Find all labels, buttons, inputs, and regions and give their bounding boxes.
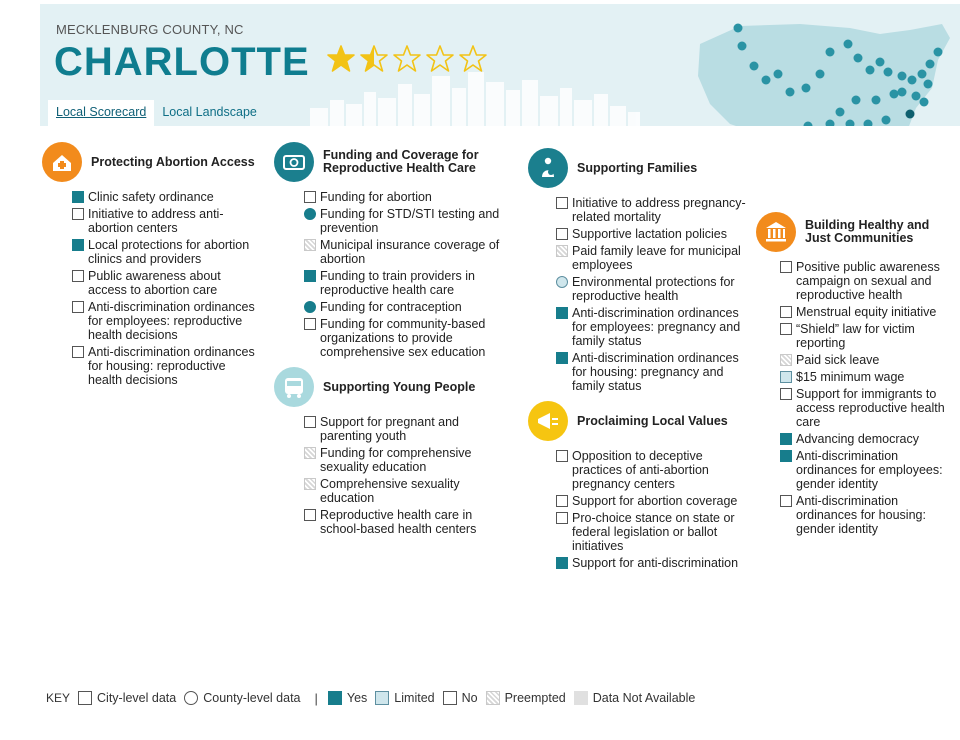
map-city-dot[interactable]: [906, 110, 915, 119]
item-label: Paid sick leave: [796, 353, 880, 367]
star-empty-icon: [425, 44, 455, 74]
item-label: Advancing democracy: [796, 432, 919, 446]
map-city-dot[interactable]: [738, 42, 747, 51]
item-label: Anti-discrimination ordinances for employees: pregnancy and family status: [572, 306, 741, 348]
item-label: Support for pregnant and parenting youth: [320, 415, 459, 443]
map-city-dot[interactable]: [786, 88, 795, 97]
status-no-marker: [780, 495, 792, 507]
key-not-available: Data Not Available: [574, 691, 696, 705]
limited-marker: [375, 691, 389, 705]
map-city-dot[interactable]: [898, 88, 907, 97]
star-empty-icon: [458, 44, 488, 74]
scorecard-item: [72, 190, 262, 204]
star-empty-icon: [392, 44, 422, 74]
status-no-marker: [72, 301, 84, 313]
scorecard-item: [780, 370, 956, 384]
scorecard-item: [304, 190, 510, 204]
county-level-marker: [184, 691, 198, 705]
map-city-dot[interactable]: [774, 70, 783, 79]
preempted-marker: [486, 691, 500, 705]
map-city-dot[interactable]: [872, 96, 881, 105]
item-label: Positive public awareness campaign on sexual and reproductive health: [796, 260, 940, 302]
not-available-marker: [574, 691, 588, 705]
county-name: MECKLENBURG COUNTY, NC: [56, 22, 244, 37]
map-city-dot[interactable]: [750, 62, 759, 71]
scorecard-item: [556, 306, 746, 348]
section-header: [528, 146, 746, 190]
status-yes-marker: [780, 450, 792, 462]
scorecard-item: [304, 415, 510, 443]
section-header: [274, 140, 510, 184]
key-city-level: City-level data: [78, 691, 176, 705]
tab-bar: [48, 100, 265, 126]
star-half-icon: [359, 44, 389, 74]
scorecard-item: [556, 556, 746, 570]
status-no-marker: [304, 318, 316, 330]
scorecard-item: [304, 207, 510, 235]
map-city-dot[interactable]: [876, 58, 885, 67]
item-label: Supportive lactation policies: [572, 227, 727, 241]
item-label: “Shield” law for victim reporting: [796, 322, 915, 350]
yes-marker: [328, 691, 342, 705]
status-preempted-marker: [780, 354, 792, 366]
section-young: [274, 365, 510, 536]
status-no-marker: [72, 270, 84, 282]
status-preempted-marker: [304, 447, 316, 459]
column-4: [756, 210, 956, 542]
scorecard-item: [556, 227, 746, 241]
status-yes-marker: [304, 301, 316, 313]
section-title: Supporting Families: [577, 160, 698, 175]
map-city-dot[interactable]: [802, 84, 811, 93]
map-city-dot[interactable]: [926, 60, 935, 69]
map-city-dot[interactable]: [912, 92, 921, 101]
status-yes-marker: [556, 352, 568, 364]
key-label: KEY: [46, 691, 71, 705]
status-no-marker: [556, 495, 568, 507]
scorecard-item: [304, 317, 510, 359]
status-no-marker: [304, 509, 316, 521]
map-city-dot[interactable]: [898, 72, 907, 81]
star-rating: [326, 44, 488, 74]
map-city-dot[interactable]: [918, 70, 927, 79]
item-label: Comprehensive sexuality education: [320, 477, 460, 505]
scorecard-item: [556, 351, 746, 393]
map-city-dot[interactable]: [762, 76, 771, 85]
scorecard-item: [556, 275, 746, 303]
no-marker: [443, 691, 457, 705]
scorecard-item: [780, 432, 956, 446]
item-label: Anti-discrimination ordinances for housing: reproductive health decisions: [88, 345, 255, 387]
column-2: [274, 140, 510, 542]
item-label: Reproductive health care in school-based health centers: [320, 508, 477, 536]
scorecard-item: [304, 269, 510, 297]
scorecard-item: [72, 238, 262, 266]
section-header: [42, 140, 262, 184]
status-no-marker: [556, 512, 568, 524]
scorecard-item: [780, 353, 956, 367]
status-no-marker: [304, 416, 316, 428]
status-no-marker: [780, 388, 792, 400]
status-yes-marker: [556, 557, 568, 569]
map-city-dot[interactable]: [816, 70, 825, 79]
status-no-marker: [72, 208, 84, 220]
scorecard-item: [556, 494, 746, 508]
item-label: Clinic safety ordinance: [88, 190, 214, 204]
scorecard-item: [780, 322, 956, 350]
status-no-marker: [304, 191, 316, 203]
item-label: Opposition to deceptive practices of anti-abortion pregnancy centers: [572, 449, 709, 491]
status-yes-marker: [304, 270, 316, 282]
status-no-marker: [556, 450, 568, 462]
status-limited-marker: [780, 371, 792, 383]
item-list: [72, 190, 262, 387]
section-title: Proclaiming Local Values: [577, 413, 728, 428]
map-city-dot[interactable]: [836, 108, 845, 117]
city-skyline-graphic: [310, 70, 640, 126]
map-city-dot[interactable]: [920, 98, 929, 107]
item-label: Funding for community-based organizations to provide comprehensive sex education: [320, 317, 486, 359]
scorecard-item: [304, 446, 510, 474]
government-building-icon: [756, 212, 796, 252]
item-label: Anti-discrimination ordinances for housing: gender identity: [796, 494, 926, 536]
map-city-dot[interactable]: [844, 40, 853, 49]
legend-key: [46, 689, 703, 707]
scorecard-item: [304, 477, 510, 505]
section-title: Funding and Coverage for Reproductive Health Care: [323, 148, 479, 175]
school-bus-icon: [274, 367, 314, 407]
map-city-dot[interactable]: [884, 68, 893, 77]
scorecard-item: [556, 196, 746, 224]
map-city-dot[interactable]: [734, 24, 743, 33]
megaphone-icon: [528, 401, 568, 441]
column-3: [528, 146, 746, 576]
scorecard-item: [556, 449, 746, 491]
us-map-graphic: [680, 4, 960, 126]
section-values: [528, 399, 746, 570]
item-label: Paid family leave for municipal employees: [572, 244, 741, 272]
key-yes: Yes: [328, 691, 367, 705]
key-county-level: County-level data: [184, 691, 300, 705]
house-plus-icon: [42, 142, 82, 182]
scorecard-item: [72, 345, 262, 387]
status-yes-marker: [556, 307, 568, 319]
map-city-dot[interactable]: [934, 48, 943, 57]
scorecard-item: [304, 300, 510, 314]
status-preempted-marker: [304, 478, 316, 490]
scorecard-item: [304, 238, 510, 266]
item-list: [556, 196, 746, 393]
scorecard-item: [556, 511, 746, 553]
item-label: Municipal insurance coverage of abortion: [320, 238, 500, 266]
status-limited-marker: [556, 276, 568, 288]
scorecard-item: [780, 494, 956, 536]
scorecard-item: [72, 207, 262, 235]
section-families: [528, 146, 746, 393]
status-no-marker: [780, 306, 792, 318]
item-list: [556, 449, 746, 570]
item-list: [304, 190, 510, 359]
scorecard-item: [72, 269, 262, 297]
scorecard-item: [780, 387, 956, 429]
status-yes-marker: [780, 433, 792, 445]
city-name: CHARLOTTE: [54, 40, 310, 84]
family-icon: [528, 148, 568, 188]
section-header: [756, 210, 956, 254]
status-no-marker: [72, 346, 84, 358]
scorecard-item: [780, 260, 956, 302]
item-label: Support for anti-discrimination: [572, 556, 739, 570]
section-funding: [274, 140, 510, 359]
status-yes-marker: [304, 208, 316, 220]
item-label: Environmental protections for reproductive health: [572, 275, 735, 303]
map-city-dot[interactable]: [852, 96, 861, 105]
item-label: Support for abortion coverage: [572, 494, 738, 508]
map-city-dot[interactable]: [908, 76, 917, 85]
status-no-marker: [556, 197, 568, 209]
section-header: [528, 399, 746, 443]
section-communities: [756, 210, 956, 536]
item-list: [780, 260, 956, 536]
item-label: Anti-discrimination ordinances for housing: pregnancy and family status: [572, 351, 739, 393]
item-label: Anti-discrimination ordinances for employees: gender identity: [796, 449, 943, 491]
item-label: Funding for contraception: [320, 300, 462, 314]
map-city-dot[interactable]: [854, 54, 863, 63]
tab-local-scorecard[interactable]: Local Scorecard: [48, 100, 154, 126]
status-no-marker: [556, 228, 568, 240]
section-title: Building Healthy and Just Communities: [805, 218, 930, 245]
map-city-dot[interactable]: [866, 66, 875, 75]
map-city-dot[interactable]: [882, 116, 891, 125]
section-title: Supporting Young People: [323, 379, 476, 394]
scorecard-item: [780, 449, 956, 491]
status-yes-marker: [72, 191, 84, 203]
key-preempted: Preempted: [486, 691, 566, 705]
status-yes-marker: [72, 239, 84, 251]
item-list: [304, 415, 510, 536]
item-label: Menstrual equity initiative: [796, 305, 937, 319]
item-label: Support for immigrants to access reproductive health care: [796, 387, 945, 429]
header-banner: [40, 0, 960, 126]
column-1: [42, 140, 262, 393]
section-title: Protecting Abortion Access: [91, 154, 255, 169]
key-no: No: [443, 691, 478, 705]
item-label: Local protections for abortion clinics and providers: [88, 238, 250, 266]
item-label: Funding for STD/STI testing and prevention: [320, 207, 500, 235]
tab-local-landscape[interactable]: Local Landscape: [162, 105, 257, 119]
item-label: Funding to train providers in reproductive health care: [320, 269, 475, 297]
key-separator: |: [314, 690, 318, 706]
map-city-dot[interactable]: [890, 90, 899, 99]
item-label: Funding for abortion: [320, 190, 432, 204]
item-label: Public awareness about access to abortion care: [88, 269, 221, 297]
item-label: Funding for comprehensive sexuality education: [320, 446, 472, 474]
scorecard-item: [72, 300, 262, 342]
scorecard-item: [556, 244, 746, 272]
section-header: [274, 365, 510, 409]
status-no-marker: [780, 261, 792, 273]
status-no-marker: [780, 323, 792, 335]
section-abortion: [42, 140, 262, 387]
item-label: Pro-choice stance on state or federal legislation or ballot initiatives: [572, 511, 735, 553]
star-full-icon: [326, 44, 356, 74]
money-icon: [274, 142, 314, 182]
item-label: $15 minimum wage: [796, 370, 905, 384]
map-city-dot[interactable]: [826, 48, 835, 57]
map-city-dot[interactable]: [924, 80, 933, 89]
item-label: Anti-discrimination ordinances for employees: reproductive health decisions: [88, 300, 255, 342]
item-label: Initiative to address pregnancy-related mortality: [572, 196, 746, 224]
status-preempted-marker: [556, 245, 568, 257]
key-limited: Limited: [375, 691, 434, 705]
scorecard-item: [780, 305, 956, 319]
status-preempted-marker: [304, 239, 316, 251]
item-label: Initiative to address anti-abortion centers: [88, 207, 224, 235]
city-level-marker: [78, 691, 92, 705]
scorecard-item: [304, 508, 510, 536]
